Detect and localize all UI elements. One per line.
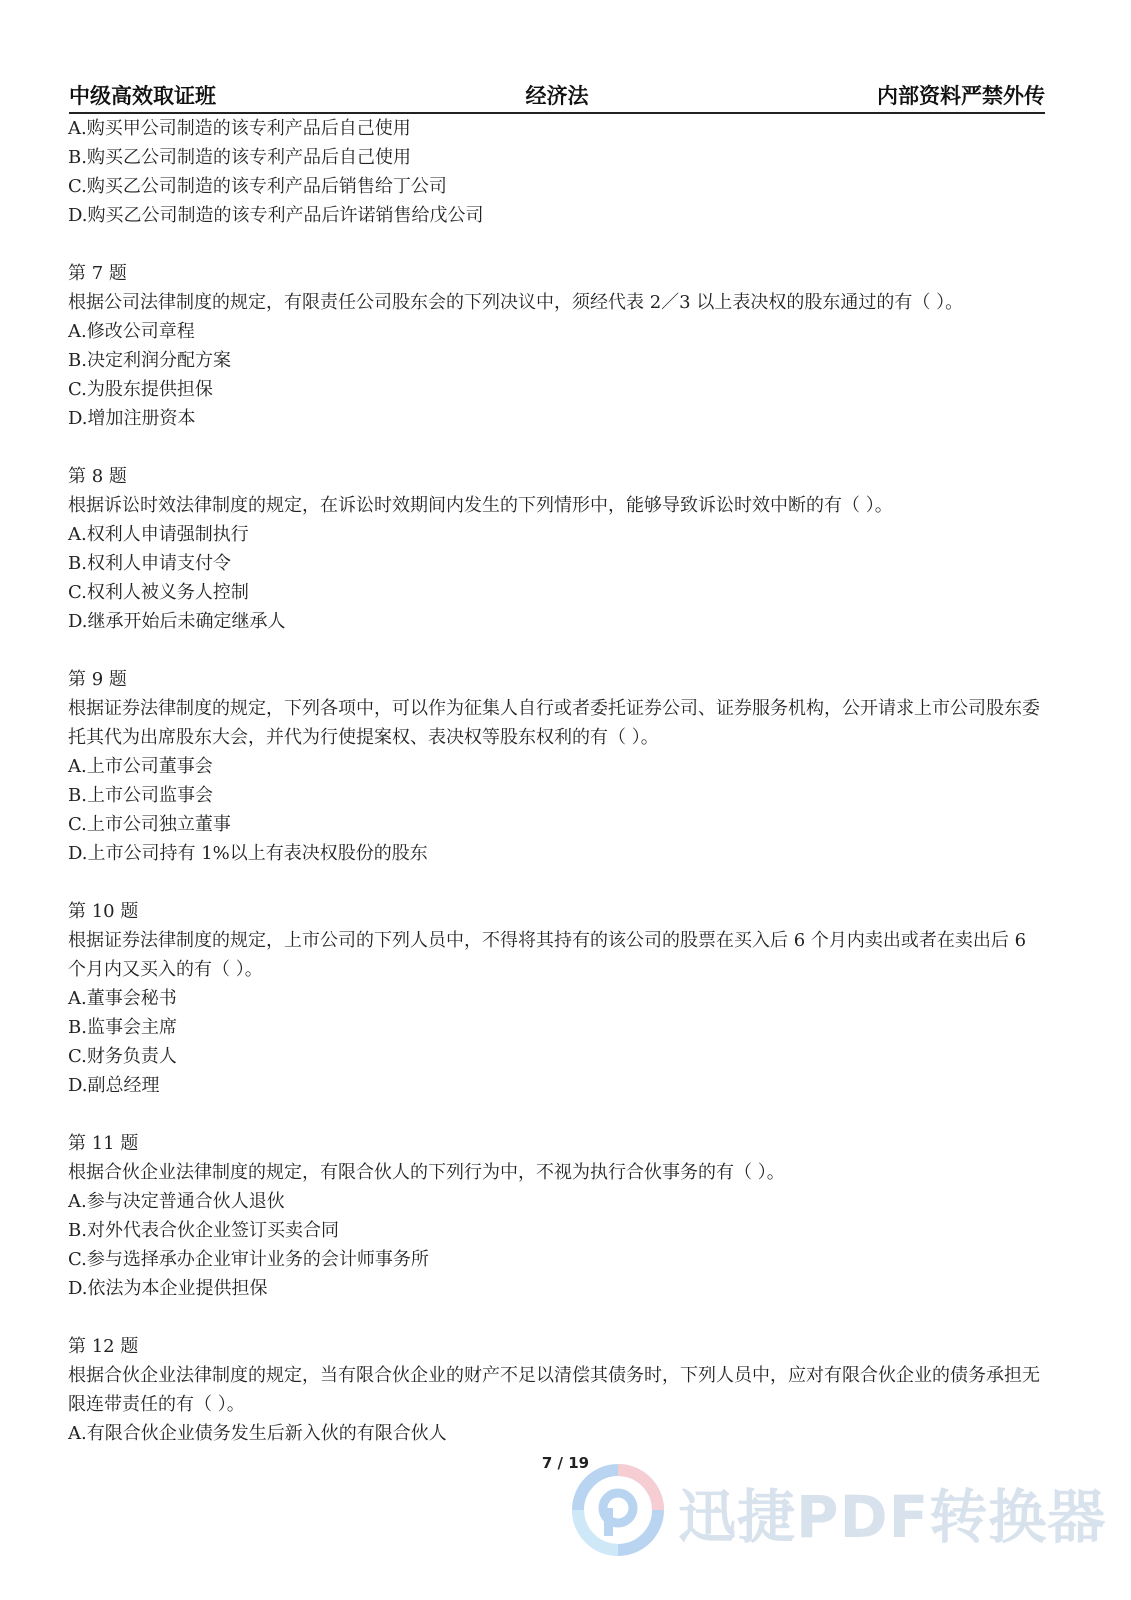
option: D.购买乙公司制造的该专利产品后许诺销售给戊公司: [68, 205, 484, 226]
question-number: 第 7 题: [68, 263, 127, 284]
option: D.继承开始后未确定继承人: [68, 611, 286, 632]
question-9: [68, 665, 1044, 868]
option: A.有限合伙企业债务发生后新入伙的有限合伙人: [68, 1423, 447, 1444]
option: C.为股东提供担保: [68, 379, 213, 400]
option: D.副总经理: [68, 1075, 160, 1096]
spacer: [68, 636, 1044, 665]
option: A.参与决定普通合伙人退伙: [68, 1191, 285, 1212]
option: C.购买乙公司制造的该专利产品后销售给丁公司: [68, 176, 447, 197]
option: C.权利人被义务人控制: [68, 582, 249, 603]
pdf-converter-logo-icon: [572, 1464, 664, 1556]
option: B.决定利润分配方案: [68, 350, 231, 371]
question-text: 根据合伙企业法律制度的规定，有限合伙人的下列行为中，不视为执行合伙事务的有（ ）。: [68, 1162, 785, 1183]
option: A.权利人申请强制执行: [68, 524, 249, 545]
spacer: [68, 230, 1044, 259]
question-text: 根据诉讼时效法律制度的规定，在诉讼时效期间内发生的下列情形中，能够导致诉讼时效中断的有（ ）。: [68, 495, 893, 516]
question-text: 根据合伙企业法律制度的规定，当有限合伙企业的财产不足以清偿其债务时，下列人员中，应对有限合伙企业的债务承担无限连带责任的有（ ）。: [68, 1365, 1040, 1415]
question-7: [68, 259, 1044, 433]
option: C.上市公司独立董事: [68, 814, 231, 835]
spacer: [68, 868, 1044, 897]
option: A.购买甲公司制造的该专利产品后自己使用: [68, 118, 411, 139]
header-confidential-notice: 内部资料严禁外传: [877, 84, 1045, 108]
question-12: [68, 1332, 1044, 1448]
header-subject: 经济法: [525, 84, 589, 108]
option: C.财务负责人: [68, 1046, 177, 1067]
option: A.修改公司章程: [68, 321, 195, 342]
converter-watermark: [572, 1460, 1107, 1570]
option: A.董事会秘书: [68, 988, 177, 1009]
option: A.上市公司董事会: [68, 756, 213, 777]
spacer: [68, 1303, 1044, 1332]
option: D.增加注册资本: [68, 408, 196, 429]
page-header: [69, 80, 1045, 114]
question-number: 第 8 题: [68, 466, 127, 487]
option: B.监事会主席: [68, 1017, 177, 1038]
question-11: [68, 1129, 1044, 1303]
option: D.上市公司持有 1%以上有表决权股份的股东: [68, 843, 428, 864]
question-number: 第 9 题: [68, 669, 127, 690]
top-options: [68, 114, 1044, 230]
spacer: [68, 1100, 1044, 1129]
question-text: 根据证券法律制度的规定，下列各项中，可以作为征集人自行或者委托证券公司、证券服务机构，公开请求上市公司股东委托其代为出席股东大会，并代为行使提案权、表决权等股东权利的有（ ）。: [68, 698, 1040, 748]
option: B.对外代表合伙企业签订买卖合同: [68, 1220, 339, 1241]
question-10: [68, 897, 1044, 1100]
header-course-title: 中级高效取证班: [69, 84, 216, 108]
option: B.购买乙公司制造的该专利产品后自己使用: [68, 147, 411, 168]
page-number: 7 / 19: [541, 1454, 590, 1472]
spacer: [68, 433, 1044, 462]
option: C.参与选择承办企业审计业务的会计师事务所: [68, 1249, 429, 1270]
question-number: 第 10 题: [68, 901, 139, 922]
question-text: 根据证券法律制度的规定，上市公司的下列人员中，不得将其持有的该公司的股票在买入后 6 个月内卖出或者在卖出后 6 个月内又买入的有（ ）。: [68, 930, 1027, 980]
question-8: [68, 462, 1044, 636]
option: B.上市公司监事会: [68, 785, 213, 806]
document-body: [68, 114, 1044, 1448]
watermark-text: 迅捷PDF转换器: [678, 1483, 1107, 1551]
question-number: 第 11 题: [68, 1133, 139, 1154]
question-text: 根据公司法律制度的规定，有限责任公司股东会的下列决议中，须经代表 2／3 以上表决权的股东通过的有（ ）。: [68, 292, 964, 313]
option: D.依法为本企业提供担保: [68, 1278, 268, 1299]
question-number: 第 12 题: [68, 1336, 139, 1357]
option: B.权利人申请支付令: [68, 553, 231, 574]
